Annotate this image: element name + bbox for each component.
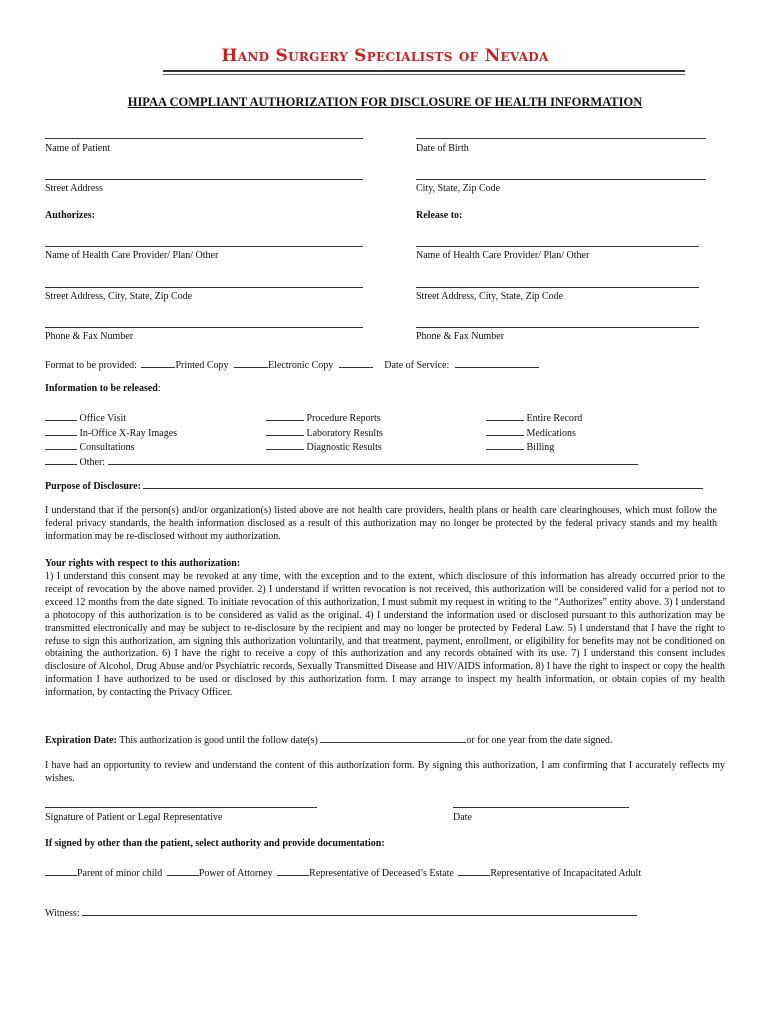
understand-paragraph: I understand that if the person(s) and/or organization(s) listed above are not health care providers, health plans or health care clearinghouses, which must follow the federal privacy standards, the health information disclosed as a result of this authorization may no longer be protected by the federal privacy stands and my health information may be re-disclosed without my authorization.: [45, 505, 717, 542]
auth-phone-line[interactable]: [45, 327, 363, 328]
authority-blank[interactable]: [167, 866, 199, 876]
info-heading-row: Information to be released:: [45, 383, 161, 394]
info-item: Consultations: [45, 440, 638, 455]
dob-label: Date of Birth: [416, 143, 469, 154]
other-signer-heading: If signed by other than the patient, select authority and provide documentation:: [45, 838, 385, 849]
release-address-label: Street Address, City, State, Zip Code: [416, 291, 564, 302]
info-item: Procedure Reports: [266, 411, 383, 426]
auth-address-label: Street Address, City, State, Zip Code: [45, 291, 193, 302]
info-item: In-Office X-Ray Images: [45, 426, 638, 441]
checkbox-blank[interactable]: [45, 455, 77, 465]
auth-provider-label: Name of Health Care Provider/ Plan/ Other: [45, 250, 219, 261]
purpose-label: Purpose of Disclosure:: [45, 481, 141, 492]
purpose-row: [45, 479, 703, 492]
electronic-copy-label: Electronic Copy: [268, 360, 334, 371]
patient-name-label: Name of Patient: [45, 143, 110, 154]
rights-heading: Your rights with respect to this authorization:: [45, 558, 241, 569]
auth-phone-label: Phone & Fax Number: [45, 331, 134, 342]
header-rule: [163, 70, 685, 72]
release-provider-label: Name of Health Care Provider/ Plan/ Other: [416, 250, 590, 261]
confirm-paragraph: I have had an opportunity to review and understand the content of this authorization form. By signing this authorization, I am confirming that I accurately reflects my wishes.: [45, 760, 725, 784]
form-title: HIPAA COMPLIANT AUTHORIZATION FOR DISCLOSURE OF HEALTH INFORMATION: [127, 95, 643, 109]
purpose-blank[interactable]: [143, 479, 703, 489]
clinic-name: Hand Surgery Specialists of Nevada: [221, 46, 549, 66]
date-signed-line[interactable]: [453, 807, 629, 808]
street-address-label: Street Address: [45, 183, 104, 194]
authority-blank[interactable]: [45, 866, 77, 876]
other-info-blank[interactable]: [108, 455, 638, 465]
auth-provider-line[interactable]: [45, 246, 363, 247]
info-item: Office Visit: [45, 411, 638, 426]
info-item: Entire Record: [486, 411, 582, 426]
printed-copy-label: Printed Copy: [175, 360, 229, 371]
signature-line[interactable]: [45, 807, 317, 808]
checkbox-blank[interactable]: [45, 426, 77, 436]
expiration-row: [45, 733, 612, 746]
city-state-zip-line[interactable]: [416, 179, 706, 180]
city-state-zip-label: City, State, Zip Code: [416, 183, 501, 194]
release-phone-line[interactable]: [416, 327, 699, 328]
authority-blank[interactable]: [458, 866, 490, 876]
info-item: Laboratory Results: [266, 426, 383, 441]
info-heading: Information to be released: [45, 383, 158, 394]
electronic-copy-trailing-blank[interactable]: [339, 358, 373, 368]
info-item: Diagnostic Results: [266, 440, 383, 455]
checkbox-blank[interactable]: [266, 440, 304, 450]
witness-row: [45, 906, 637, 919]
release-address-line[interactable]: [416, 287, 699, 288]
expiration-text-after: or for one year from the date signed.: [466, 735, 613, 746]
expiration-text: This authorization is good until the follow date(s): [119, 735, 318, 746]
checkbox-blank[interactable]: [45, 440, 77, 450]
checkbox-blank[interactable]: [45, 411, 77, 421]
signature-label: Signature of Patient or Legal Representative: [45, 812, 223, 823]
info-item: Medications: [486, 426, 582, 441]
header-rule-thin: [163, 74, 685, 75]
witness-blank[interactable]: [82, 906, 637, 916]
printed-copy-blank[interactable]: [141, 358, 175, 368]
release-phone-label: Phone & Fax Number: [416, 331, 505, 342]
authority-blank[interactable]: [277, 866, 309, 876]
witness-label: Witness:: [45, 908, 80, 919]
date-signed-label: Date: [453, 812, 472, 823]
checkbox-blank[interactable]: [266, 426, 304, 436]
checkbox-blank[interactable]: [266, 411, 304, 421]
expiration-date-blank[interactable]: [320, 733, 466, 743]
date-of-service-label: Date of Service:: [384, 360, 450, 371]
auth-address-line[interactable]: [45, 287, 363, 288]
format-row: [45, 358, 539, 371]
electronic-copy-blank[interactable]: [234, 358, 268, 368]
street-address-line[interactable]: [45, 179, 363, 180]
dob-line[interactable]: [416, 138, 706, 139]
info-col-2: [266, 411, 383, 455]
checkbox-blank[interactable]: [486, 440, 524, 450]
patient-name-line[interactable]: [45, 138, 363, 139]
info-item: Billing: [486, 440, 582, 455]
checkbox-blank[interactable]: [486, 411, 524, 421]
release-to-heading: Release to:: [416, 210, 463, 221]
checkbox-blank[interactable]: [486, 426, 524, 436]
info-col-3: [486, 411, 582, 455]
date-of-service-blank[interactable]: [455, 358, 539, 368]
rights-paragraph: 1) I understand this consent may be revoked at any time, with the exception and to the extent, which disclosure of this information has already occurred prior to the receipt of revocation by the above named provider. 2) I understand if written revocation is not received, this authorization will be considered valid for a period not to exceed 12 months from the date signed. To initiate revocation of this authorization, I must submit my request in writing to the “Authorizes” entity above. 3) I understand a photocopy of this authorization is to be considered as valid as the original. 4) I understand the information used or disclosed pursuant to this authorization may be transmitted electronically and may be subject to re-disclosure by the recipient and may no longer be protected by Federal Law. 5) I understand that I have the right to refuse to sign this authorization, am signing this authorization voluntarily, and that treatment, payment, enrollment, or eligibility for benefits may not be conditioned on obtaining the authorization. 6) I have the right to receive a copy of this authorization and any records obtained with its use. 7) I understand this consent includes disclosure of Alcohol, Drug Abuse and/or Psychiatric records, Sexually Transmitted Disease and HIV/AIDS information. 8) I have the right to inspect or copy the health information I have authorized to be used or disclosed by this authorization form. I may arrange to inspect my health information, or obtain copies of my health information, by contacting the Privacy Officer.: [45, 571, 725, 699]
format-label: Format to be provided:: [45, 360, 137, 371]
authorizes-heading: Authorizes:: [45, 210, 95, 221]
expiration-label: Expiration Date:: [45, 735, 117, 746]
info-item: Other:: [45, 455, 638, 470]
release-provider-line[interactable]: [416, 246, 699, 247]
authority-options-row: Parent of minor child Power of Attorney Representative of Deceased’s Estate Representative of Incapacitated Adult: [45, 866, 641, 879]
